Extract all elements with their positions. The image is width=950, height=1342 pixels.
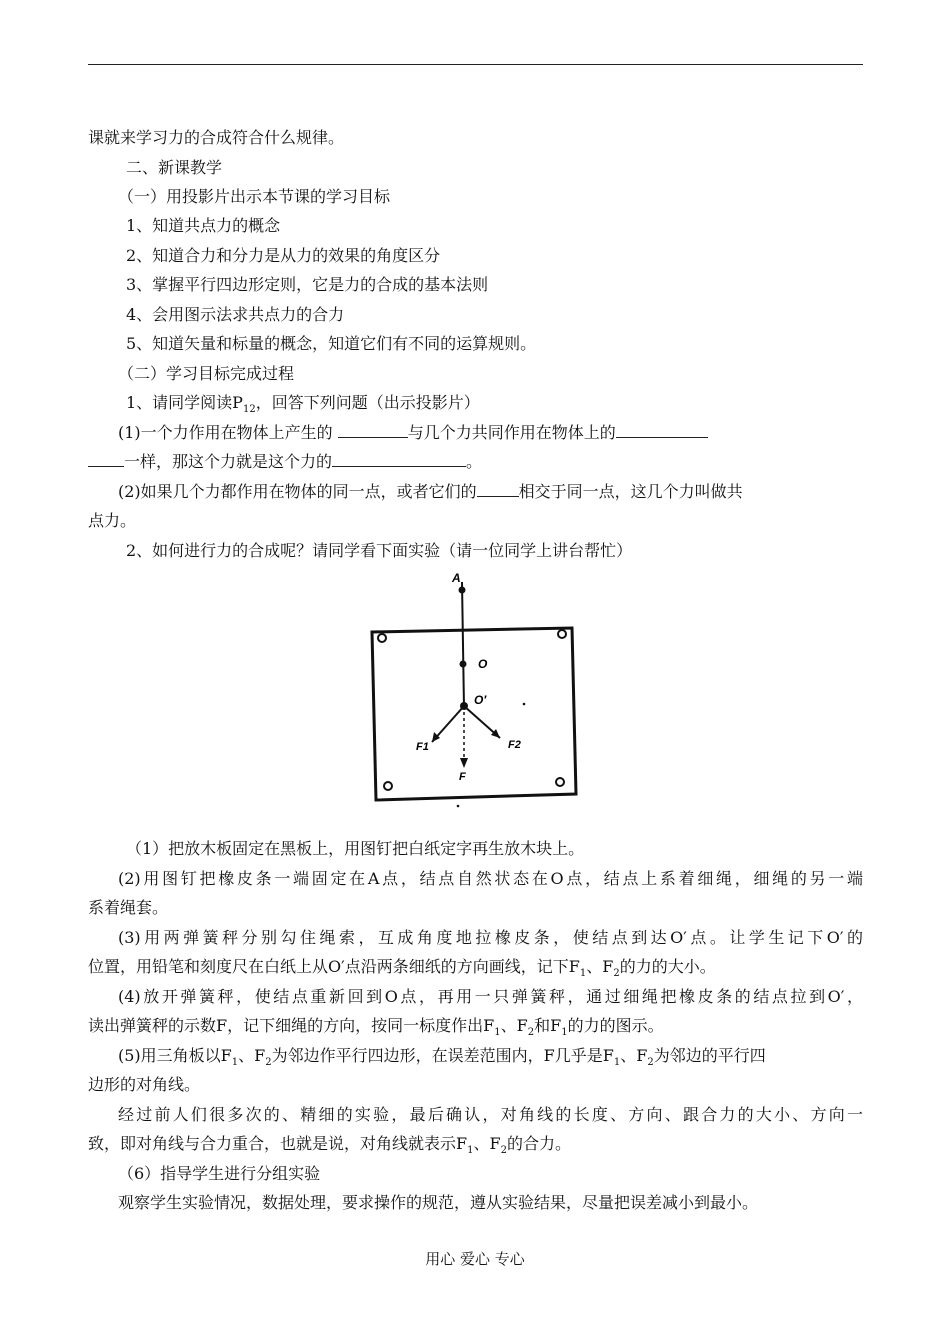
- goal-item: 2、知道合力和分力是从力的效果的角度区分: [126, 246, 441, 265]
- answer-blank[interactable]: [616, 423, 708, 438]
- goal-item: 4、会用图示法求共点力的合力: [126, 305, 345, 324]
- pin-icon: [384, 782, 392, 790]
- subsection-heading: （二）学习目标完成过程: [118, 364, 295, 383]
- label-o: O: [478, 657, 488, 671]
- point-o: [460, 661, 467, 668]
- label-a: A: [452, 571, 461, 585]
- question-line: 一样，那这个力就是这个力的 。: [88, 451, 863, 473]
- page-footer: 用心 爱心 专心: [425, 1250, 525, 1268]
- procedure-step: （6）指导学生进行分组实验: [118, 1164, 321, 1183]
- procedure-step: 位置，用铅笔和刻度尺在白纸上从O′点沿两条细纸的方向画线，记下$F_1$、$F_2$的力的大小。: [88, 957, 716, 980]
- procedure-step: （1）把放木板固定在黑板上，用图钉把白纸定字再生放木块上。: [126, 839, 585, 858]
- text-line: 致，即对角线与合力重合，也就是说，对角线就表示$F_1$、$F_2$的合力。: [88, 1134, 572, 1157]
- speck: [457, 805, 460, 808]
- text-line: 点力。: [88, 511, 137, 530]
- text-line: 经过前人们很多次的、精细的实验，最后确认，对角线的长度、方向、跟合力的大小、方向一: [118, 1105, 863, 1124]
- label-f2: F2: [508, 739, 521, 751]
- answer-blank[interactable]: [477, 482, 519, 497]
- subsection-heading: （一）用投影片出示本节课的学习目标: [118, 187, 391, 206]
- point-a: [459, 587, 466, 594]
- header-rule: [88, 64, 863, 65]
- speck: [523, 703, 526, 706]
- rubber-band: [462, 582, 464, 708]
- arrowhead: [460, 758, 468, 768]
- procedure-step: (2)用图钉把橡皮条一端固定在A点，结点自然状态在O点，结点上系着细绳，细绳的另一端: [118, 869, 863, 888]
- experiment-diagram: [360, 568, 590, 808]
- section-heading: 二、新课教学: [126, 158, 223, 177]
- label-f1: F1: [416, 741, 429, 753]
- procedure-step: (3)用两弹簧秤分别勾住绳索，互成角度地拉橡皮条，使结点到达O′点。让学生记下O′的: [118, 928, 863, 947]
- procedure-step: (4)放开弹簧秤，使结点重新回到O点，再用一只弹簧秤，通过细绳把橡皮条的结点拉到O′，: [118, 987, 863, 1006]
- text-line: 观察学生实验情况，数据处理，要求操作的规范，遵从实验结果，尽量把误差减小到最小。: [118, 1193, 759, 1212]
- answer-blank[interactable]: [338, 423, 408, 438]
- question-line: (1)一个力作用在物体上产生的 与几个力共同作用在物体上的: [118, 422, 893, 444]
- procedure-step: 边形的对角线。: [88, 1075, 201, 1094]
- goal-item: 3、掌握平行四边形定则，它是力的合成的基本法则: [126, 275, 489, 294]
- label-f: F: [459, 771, 466, 783]
- answer-blank[interactable]: [88, 452, 124, 467]
- label-o-prime: O′: [474, 693, 487, 707]
- pin-icon: [558, 630, 566, 638]
- procedure-step: 读出弹簧秤的示数F，记下细绳的方向，按同一标度作出$F_1$、$F_2$和$F_1$的力的图示。: [88, 1016, 664, 1039]
- answer-blank[interactable]: [332, 452, 466, 467]
- pin-icon: [556, 778, 564, 786]
- text-line: 1、请同学阅读$P_{12}$，回答下列问题（出示投影片）: [126, 393, 480, 416]
- text-line: 课就来学习力的合成符合什么规律。: [88, 128, 345, 147]
- goal-item: 1、知道共点力的概念: [126, 216, 281, 235]
- goal-item: 5、知道矢量和标量的概念，知道它们有不同的运算规则。: [126, 334, 537, 353]
- procedure-step: 系着绳套。: [88, 898, 169, 917]
- pin-icon: [378, 634, 386, 642]
- procedure-step: (5)用三角板以$F_1$、$F_2$为邻边作平行四边形，在误差范围内，F几乎是$F_1$、$F_2$为邻边的平行四: [118, 1046, 766, 1069]
- text-line: 2、如何进行力的合成呢？请同学看下面实验（请一位同学上讲台帮忙）: [126, 541, 633, 560]
- question-line: (2)如果几个力都作用在物体的同一点，或者它们的 相交于同一点，这几个力叫做共: [118, 482, 743, 501]
